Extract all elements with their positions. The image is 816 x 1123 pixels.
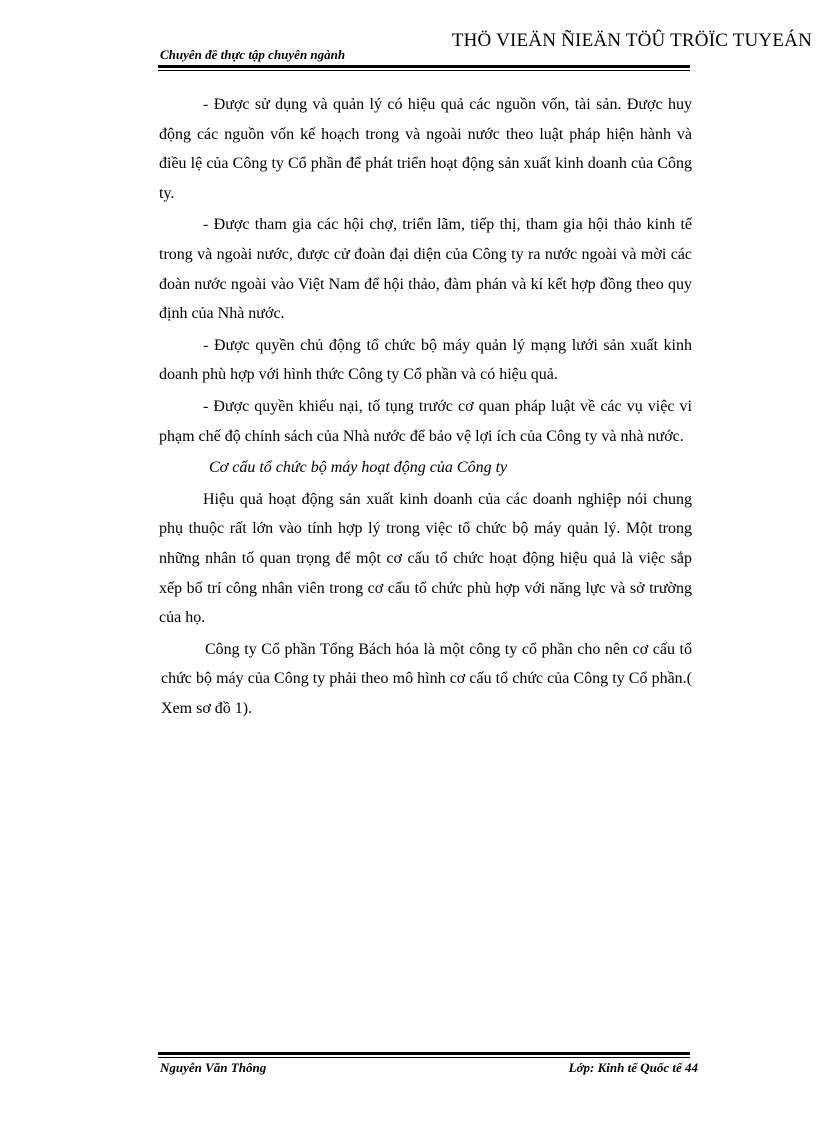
paragraph-rights-fairs: - Được tham gia các hội chợ, triển lãm, tiếp thị, tham gia hội thảo kinh tế trong và ngoài nước, được cử đoàn đại diện của Công ty ra nước ngoài và mời các đoàn nước ngoài vào Việt Nam để hội thảo, đàm phán và kí kết hợp đồng theo quy định của Nhà nước. bbox=[159, 216, 692, 323]
paragraph-rights-organization: - Được quyền chủ động tổ chức bộ máy quản lý mạng lưới sản xuất kinh doanh phù hợp với hình thức Công ty Cổ phần và có hiệu quả. bbox=[159, 336, 692, 384]
paragraph-rights-complaint: - Được quyền khiếu nại, tố tụng trước cơ quan pháp luật về các vụ việc vi phạm chế độ chính sách của Nhà nước để bảo vệ lợi ích của Công ty và nhà nước. bbox=[159, 397, 692, 445]
footer-class: Lớp: Kinh tế Quốc tế 44 bbox=[568, 1060, 698, 1075]
header-rule-thin bbox=[158, 70, 690, 71]
footer-rule-thick bbox=[158, 1052, 690, 1055]
section-heading: Cơ cấu tổ chức bộ máy hoạt động của Công ty bbox=[209, 459, 508, 477]
library-watermark: THÖ VIEÄN ÑIEÄN TÖÛ TRÖÏC TUYEÁN bbox=[451, 30, 812, 51]
footer-author: Nguyễn Văn Thông bbox=[160, 1060, 267, 1075]
paragraph-efficiency: Hiệu quả hoạt động sản xuất kinh doanh của các doanh nghiệp nói chung phụ thuộc rất lớn vào tính hợp lý trong việc tổ chức bộ máy quản lý. Một trong những nhân tố quan trọng để một cơ cấu tổ chức hoạt động hiệu quả là việc sắp xếp bố trí công nhân viên trong cơ cấu tổ chức phù hợp với năng lực và sở trường của họ. bbox=[159, 490, 692, 627]
header-title: Chuyên đề thực tập chuyên ngành bbox=[160, 47, 346, 62]
body-text bbox=[159, 90, 692, 725]
paragraph-company-structure: Công ty Cổ phần Tổng Bách hóa là một công ty cổ phần cho nên cơ cấu tổ chức bộ máy của Công ty phải theo mô hình cơ cấu tổ chức của Công ty Cổ phần.( Xem sơ đồ 1). bbox=[161, 640, 692, 717]
paragraph-rights-capital: - Được sử dụng và quản lý có hiệu quả các nguồn vốn, tài sản. Được huy động các nguồn vốn kế hoạch trong và ngoài nước theo luật pháp hiện hành và điều lệ của Công ty Cổ phần để phát triển hoạt động sản xuất kinh doanh của Công ty. bbox=[159, 96, 692, 202]
footer-rule-thin bbox=[158, 1057, 690, 1058]
header-rule-thick bbox=[158, 65, 690, 68]
